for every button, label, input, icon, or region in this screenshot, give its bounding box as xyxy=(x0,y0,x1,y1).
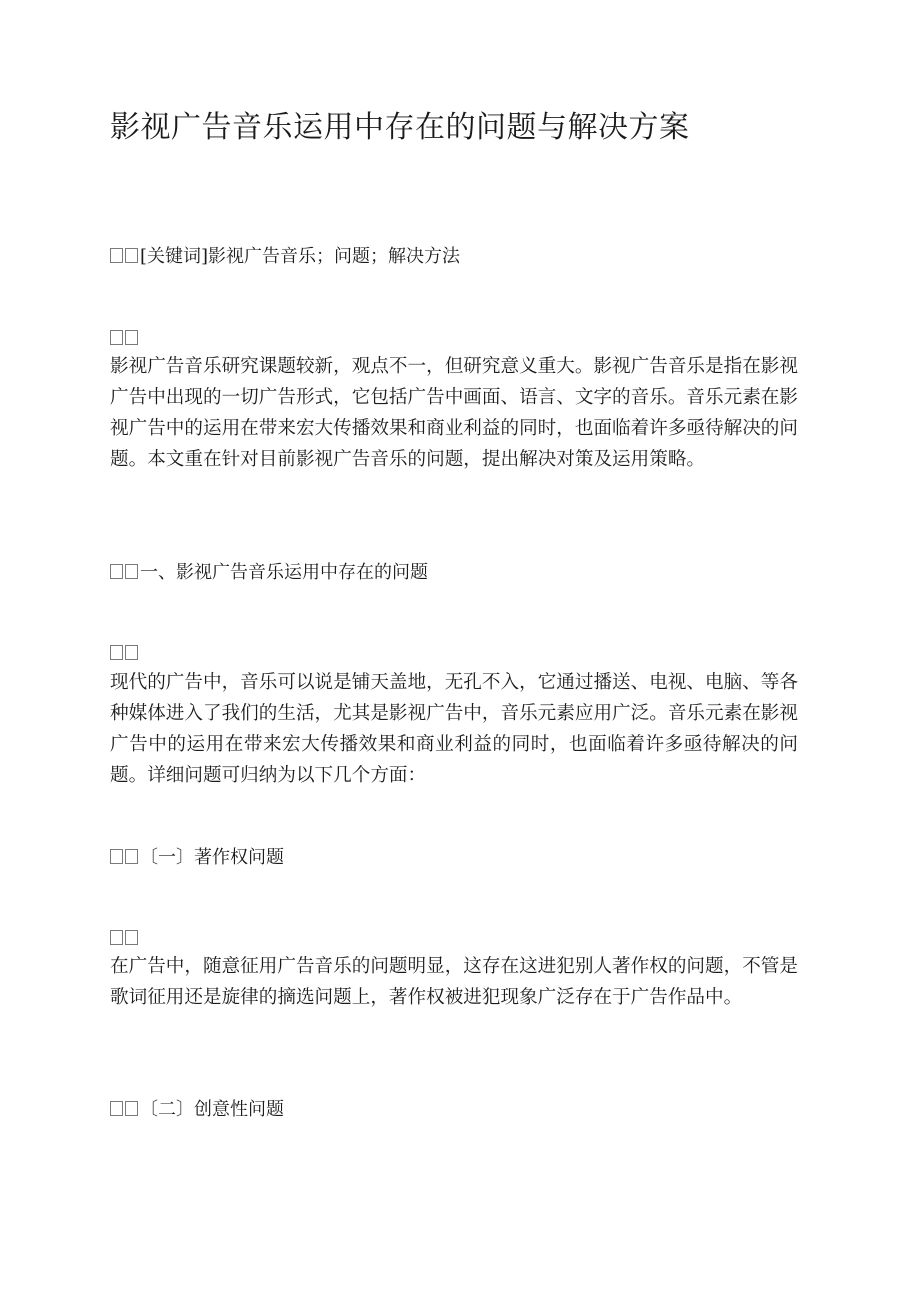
subsection-heading xyxy=(110,844,284,872)
glyph-marker xyxy=(110,640,140,668)
abstract-paragraph: 影视广告音乐研究课题较新，观点不一，但研究意义重大。影视广告音乐是指在影视广告中出现的一切广告形式，它包括广告中画面、语言、文字的音乐。音乐元素在影视广告中的运用在带来宏大传播效果和商业利益的同时，也面临着许多亟待解决的问题。本文重在针对目前影视广告音乐的问题，提出解决对策及运用策略。 xyxy=(110,356,798,470)
missing-glyph-box xyxy=(125,1101,138,1116)
section-heading xyxy=(110,559,428,587)
missing-glyph-box xyxy=(110,645,123,660)
document-title: 影视广告音乐运用中存在的问题与解决方案 xyxy=(110,110,690,145)
missing-glyph-box xyxy=(125,248,138,263)
keywords-text: [关键词]影视广告音乐；问题；解决方法 xyxy=(140,246,461,267)
missing-glyph-box xyxy=(125,645,138,660)
missing-glyph-box xyxy=(125,330,138,345)
missing-glyph-box xyxy=(125,564,138,579)
keywords-line xyxy=(110,243,460,271)
missing-glyph-box xyxy=(110,849,123,864)
missing-glyph-box xyxy=(110,930,123,945)
missing-glyph-box xyxy=(125,930,138,945)
missing-glyph-box xyxy=(110,1101,123,1116)
glyph-marker xyxy=(110,925,140,953)
section-heading-text: 一、影视广告音乐运用中存在的问题 xyxy=(140,562,428,583)
subsection-paragraph: 在广告中，随意征用广告音乐的问题明显，这存在这进犯别人著作权的问题，不管是歌词征用还是旋律的摘选问题上，著作权被进犯现象广泛存在于广告作品中。 xyxy=(110,956,798,1008)
glyph-marker xyxy=(110,325,140,353)
missing-glyph-box xyxy=(110,330,123,345)
subsection-heading-text: 〔一〕著作权问题 xyxy=(140,847,284,868)
missing-glyph-box xyxy=(110,248,123,263)
missing-glyph-box xyxy=(125,849,138,864)
missing-glyph-box xyxy=(110,564,123,579)
subsection-heading xyxy=(110,1096,284,1124)
section-paragraph: 现代的广告中，音乐可以说是铺天盖地，无孔不入，它通过播送、电视、电脑、等各种媒体进入了我们的生活，尤其是影视广告中，音乐元素应用广泛。音乐元素在影视广告中的运用在带来宏大传播效果和商业利益的同时，也面临着许多亟待解决的问题。详细问题可归纳为以下几个方面： xyxy=(110,672,798,786)
subsection-heading-text: 〔二〕创意性问题 xyxy=(140,1099,284,1120)
